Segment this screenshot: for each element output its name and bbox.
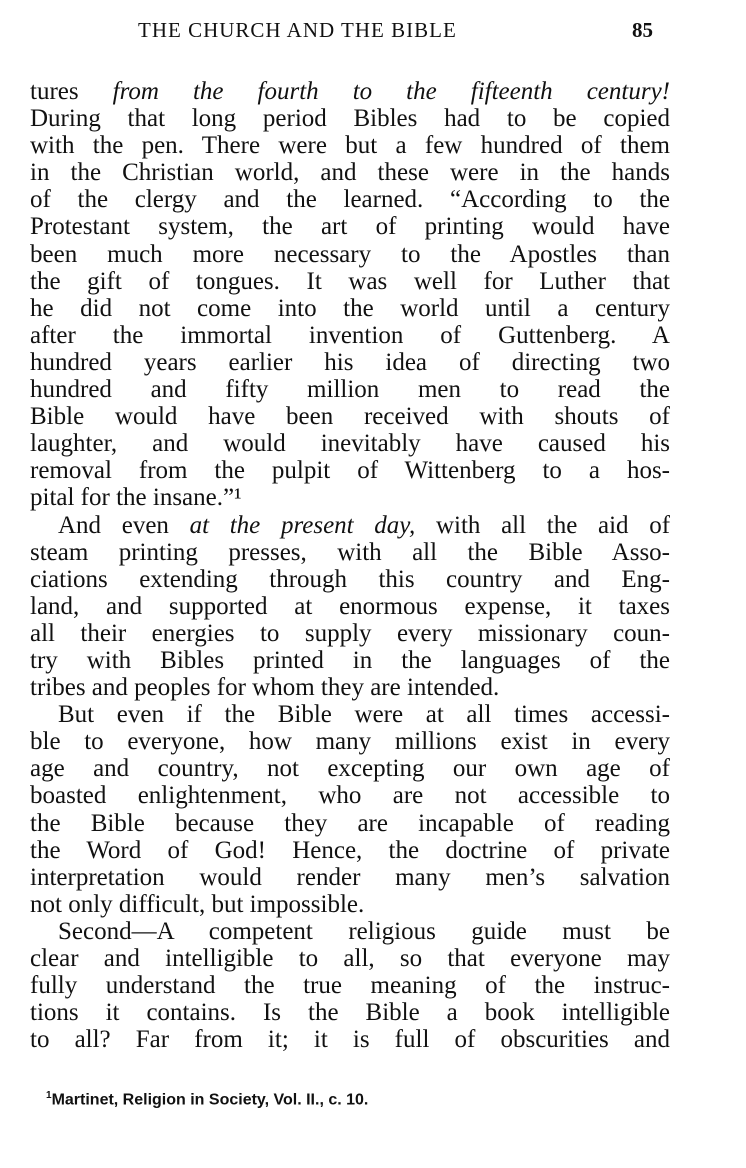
text-line — [30, 864, 670, 891]
text-line — [30, 241, 670, 268]
text-run: the Bible because they are incapable of reading — [30, 809, 670, 837]
text-run: tions it contains. Is the Bible a book intelligible — [30, 999, 670, 1027]
text-line — [30, 701, 670, 728]
text-run: And even — [58, 511, 190, 539]
text-line — [30, 891, 670, 918]
text-line — [30, 782, 670, 809]
text-run: During that long period Bibles had to be copied — [30, 105, 670, 133]
text-run: Protestant system, the art of printing would have — [30, 213, 670, 241]
text-line — [30, 945, 670, 972]
text-line — [30, 295, 670, 322]
text-line — [30, 512, 670, 539]
text-line — [30, 837, 670, 864]
text-run: ble to everyone, how many millions exist in every — [30, 728, 670, 756]
text-run: removal from the pulpit of Wittenberg to a hos- — [30, 457, 670, 485]
text-line — [30, 78, 670, 105]
text-run: boasted enlightenment, who are not accessible to — [30, 782, 670, 810]
page-number: 85 — [632, 18, 653, 42]
text-run: of the clergy and the learned. “According to the — [30, 186, 670, 214]
footnote-marker: 1 — [46, 1090, 52, 1101]
text-line — [30, 593, 670, 620]
text-run: But even if the Bible were at all times accessi- — [58, 701, 670, 729]
text-line — [30, 972, 670, 999]
text-run: the Word of God! Hence, the doctrine of private — [30, 836, 670, 864]
text-run: ciations extending through this country and Eng- — [30, 565, 670, 593]
text-run: he did not come into the world until a century — [30, 294, 670, 322]
footnote-text: Martinet, Religion in Society, Vol. II., c. 10. — [51, 1091, 369, 1109]
text-line — [30, 810, 670, 837]
text-run: to all? Far from it; it is full of obscurities and — [30, 1026, 670, 1054]
text-run: not only difficult, but impossible. — [30, 890, 365, 918]
text-line — [30, 918, 670, 945]
text-line — [30, 376, 670, 403]
text-run: land, and supported at enormous expense, it taxes — [30, 592, 670, 620]
text-run: with all the aid of — [415, 511, 670, 539]
text-line — [30, 159, 670, 186]
text-line — [30, 999, 670, 1026]
text-run: laughter, and would inevitably have caused his — [30, 430, 670, 458]
text-run: fully understand the true meaning of the instruc- — [30, 972, 670, 1000]
text-line — [30, 430, 670, 457]
text-run: in the Christian world, and these were in the hands — [30, 159, 670, 187]
text-run: age and country, not excepting our own age of — [30, 755, 670, 783]
text-line — [30, 457, 670, 484]
text-line — [30, 484, 670, 511]
text-line — [30, 728, 670, 755]
text-line — [30, 268, 670, 295]
text-line — [30, 105, 670, 132]
text-run: hundred and fifty million men to read the — [30, 376, 670, 404]
text-line — [30, 647, 670, 674]
page-header — [0, 18, 746, 48]
text-line — [30, 674, 670, 701]
text-run: hundred years earlier his idea of directing two — [30, 348, 670, 376]
text-run: Bible would have been received with shouts of — [30, 403, 670, 431]
text-run: all their energies to supply every missionary coun- — [30, 619, 670, 647]
body-text — [30, 78, 670, 1053]
text-run: the gift of tongues. It was well for Luther that — [30, 267, 670, 295]
text-line — [30, 1026, 670, 1053]
text-run: steam printing presses, with all the Bible Asso- — [30, 538, 670, 566]
text-run: interpretation would render many men’s salvation — [30, 863, 670, 891]
italic-run: from the fourth to the fifteenth century! — [112, 78, 670, 105]
text-line — [30, 186, 670, 213]
text-line — [30, 403, 670, 430]
text-run: tures — [30, 78, 113, 105]
text-line — [30, 566, 670, 593]
text-line — [30, 213, 670, 240]
text-line — [30, 322, 670, 349]
text-run: try with Bibles printed in the languages of the — [30, 646, 670, 674]
text-line — [30, 755, 670, 782]
text-run: clear and intelligible to all, so that everyone may — [30, 945, 670, 972]
text-run: with the pen. There were but a few hundred of them — [30, 132, 670, 160]
text-run: been much more necessary to the Apostles than — [30, 240, 670, 268]
italic-run: at the present day, — [189, 511, 416, 539]
footnote — [46, 1090, 368, 1109]
running-head: THE CHURCH AND THE BIBLE — [138, 18, 457, 42]
text-line — [30, 539, 670, 566]
text-run: pital for the insane.”¹ — [30, 484, 242, 512]
text-line — [30, 132, 670, 159]
text-line — [30, 620, 670, 647]
text-run: after the immortal invention of Guttenberg. A — [30, 321, 670, 349]
text-run: Second—A competent religious guide must be — [58, 917, 670, 945]
text-run: tribes and peoples for whom they are intended. — [30, 674, 500, 702]
text-line — [30, 349, 670, 376]
